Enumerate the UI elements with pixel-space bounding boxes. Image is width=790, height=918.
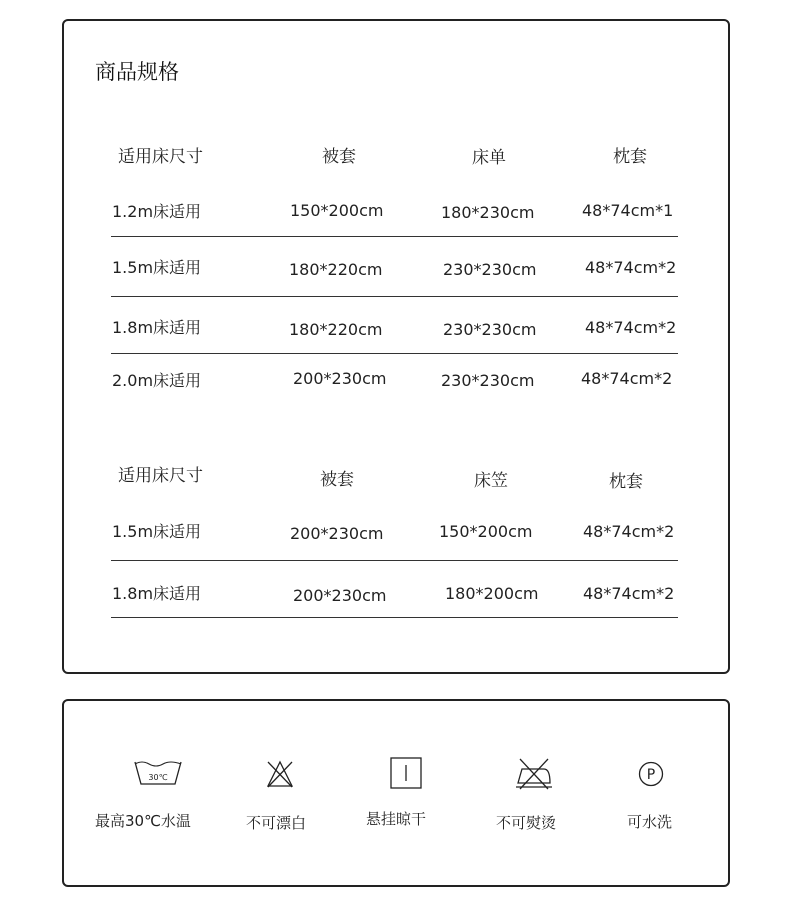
table2-row1-fitted-sheet: 150*200cm [439,522,533,541]
table2-header-duvet: 被套 [320,470,354,490]
table1-row1-sheet: 180*230cm [441,203,535,222]
table1-row2-duvet: 180*220cm [289,260,383,279]
table2-row2-fitted-sheet: 180*200cm [445,584,539,603]
wash-temp-text: 30℃ [148,773,168,782]
table1-header-duvet: 被套 [322,147,356,167]
table2-row2-pillowcase: 48*74cm*2 [583,584,675,603]
table1-row-divider [111,236,678,237]
care-panel [62,699,730,887]
table1-row3-duvet: 180*220cm [289,320,383,339]
table1-row4-sheet: 230*230cm [441,371,535,390]
table2-row2-size: 1.8m床适用 [112,584,202,603]
table2-header-bed-size: 适用床尺寸 [118,466,203,486]
care-label-wash-temp: 最高30℃水温 [95,812,191,830]
table2-row1-pillowcase: 48*74cm*2 [583,522,675,541]
table2-row1-duvet: 200*230cm [290,524,384,543]
spec-panel [62,19,730,674]
table2-header-fitted-sheet: 床笠 [474,471,508,491]
table1-header-pillowcase: 枕套 [613,147,647,167]
table1-row4-pillowcase: 48*74cm*2 [581,369,673,388]
table1-row3-size: 1.8m床适用 [112,318,202,337]
table1-row-divider [111,353,678,354]
table1-row1-duvet: 150*200cm [290,201,384,220]
care-label-washable: 可水洗 [627,813,673,831]
no-bleach-icon [265,759,295,789]
table2-row-divider [111,560,678,561]
dry-clean-p-text: P [646,767,656,783]
no-iron-icon [514,757,554,791]
table1-row2-sheet: 230*230cm [443,260,537,279]
table1-row3-sheet: 230*230cm [443,320,537,339]
care-label-no-iron: 不可熨烫 [496,814,557,832]
table1-row2-size: 1.5m床适用 [112,258,202,277]
care-label-no-bleach: 不可漂白 [246,814,307,832]
table1-row4-size: 2.0m床适用 [112,371,202,390]
table1-row3-pillowcase: 48*74cm*2 [585,318,677,337]
table1-row1-size: 1.2m床适用 [112,202,202,221]
table1-row4-duvet: 200*230cm [293,369,387,388]
page-title: 商品规格 [95,60,179,84]
table1-row-divider [111,296,678,297]
dry-clean-p-icon [638,761,664,787]
table2-header-pillowcase: 枕套 [609,472,643,492]
table2-row-divider [111,617,678,618]
hang-dry-icon [390,757,422,789]
table1-row1-pillowcase: 48*74cm*1 [582,201,674,220]
table2-row1-size: 1.5m床适用 [112,522,202,541]
table1-row2-pillowcase: 48*74cm*2 [585,258,677,277]
table2-row2-duvet: 200*230cm [293,586,387,605]
care-label-hang-dry: 悬挂晾干 [366,810,427,828]
table1-header-bed-size: 适用床尺寸 [118,147,203,167]
table1-header-sheet: 床单 [472,148,506,168]
wash-tub-30-icon [133,760,183,786]
